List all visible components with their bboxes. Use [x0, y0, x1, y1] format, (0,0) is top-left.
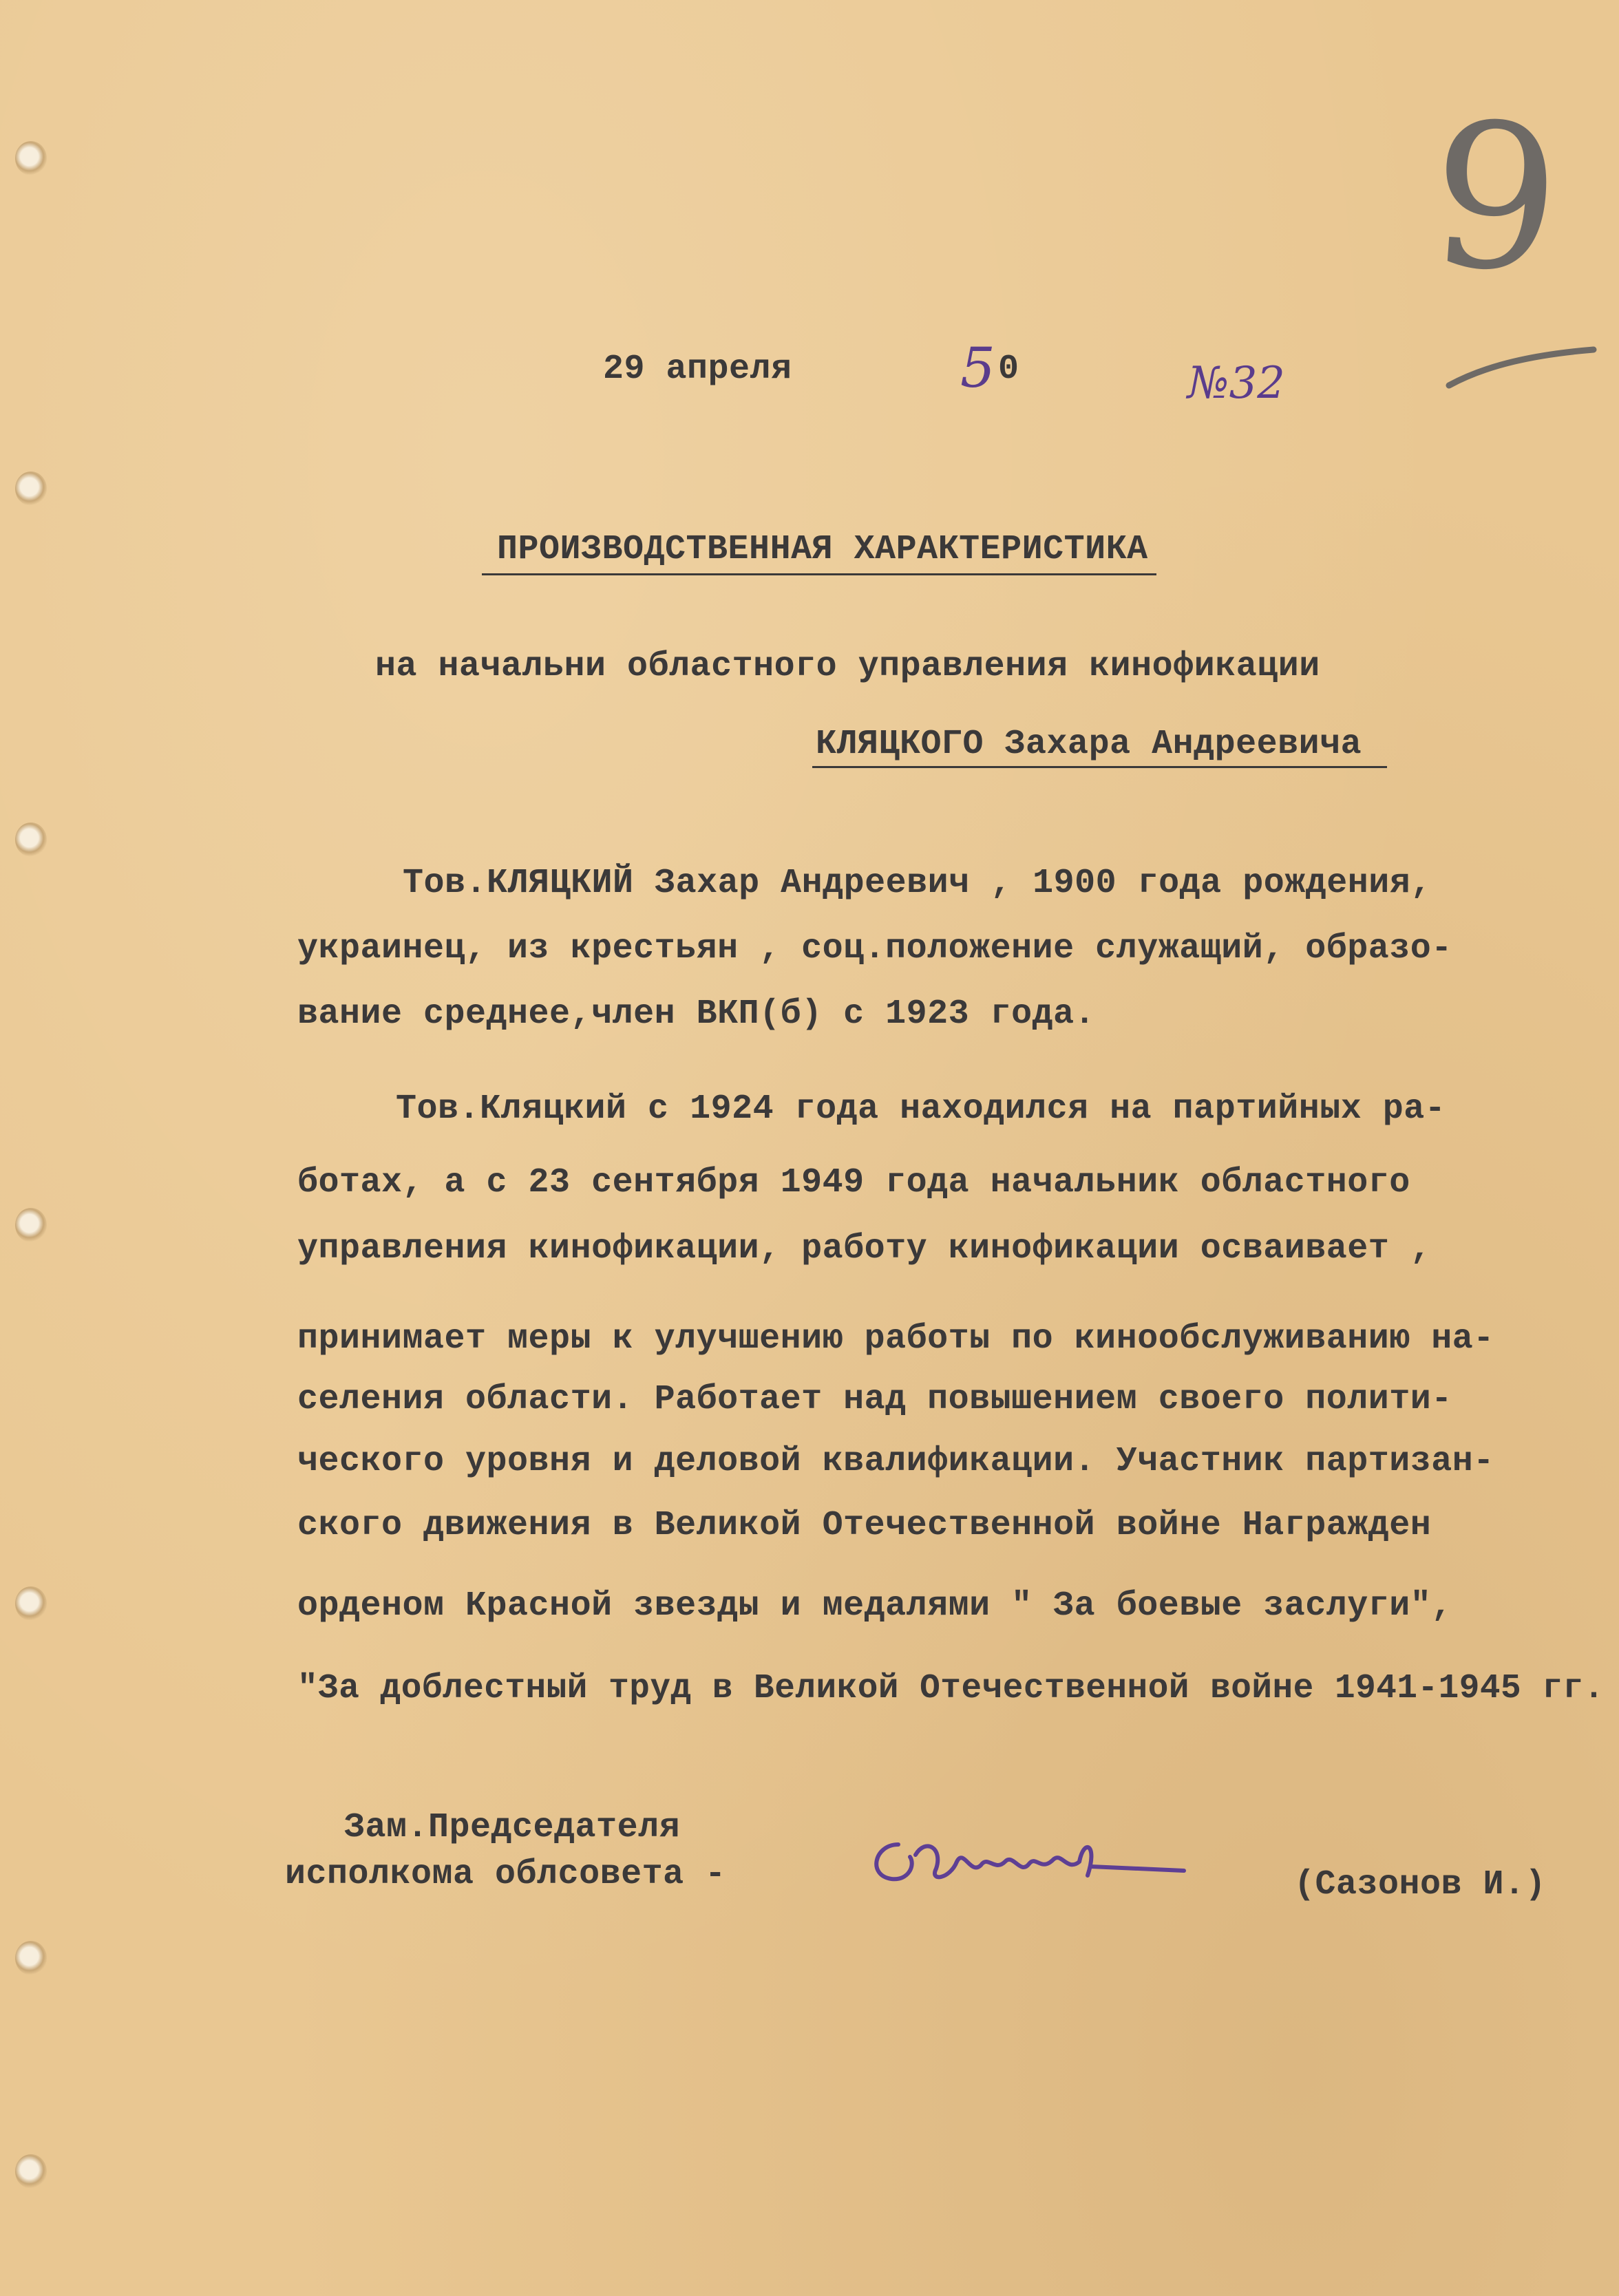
subtitle-name: КЛЯЦКОГО Захара Андреевича	[816, 725, 1362, 764]
paragraph2-line: ского движения в Великой Отечественной войне Награжден	[297, 1506, 1432, 1545]
signatory-name: (Сазонов И.)	[1294, 1865, 1547, 1904]
paragraph1-line: украинец, из крестьян , соц.положение служащий, образо-	[297, 929, 1452, 968]
punch-hole	[15, 822, 47, 857]
punch-hole	[15, 141, 47, 176]
punch-hole	[15, 2154, 47, 2189]
title-underline	[482, 573, 1156, 575]
paragraph2-line: "За доблестный труд в Великой Отечественной войне 1941-1945 гг.	[297, 1669, 1605, 1708]
paragraph2-line: ческого уровня и деловой квалификации. Участник партизан-	[297, 1442, 1494, 1481]
punch-hole	[15, 1208, 47, 1242]
paragraph2-line: управления кинофикации, работу кинофикации осваивает ,	[297, 1229, 1432, 1268]
signatory-position-line1: Зам.Председателя	[344, 1808, 681, 1847]
document-title: ПРОИЗВОДСТВЕННАЯ ХАРАКТЕРИСТИКА	[497, 530, 1148, 569]
subtitle-underline	[812, 766, 1387, 768]
paragraph1-line: Тов.КЛЯЦКИЙ Захар Андреевич , 1900 года рождения,	[403, 864, 1432, 903]
punch-hole	[15, 1941, 47, 1975]
date-year-typed: 0	[998, 350, 1019, 389]
paragraph2-line: Тов.Кляцкий с 1924 года находился на партийных ра-	[396, 1089, 1446, 1129]
page-number-handwritten: 9	[1424, 78, 1567, 319]
date-day-month: 29 апреля	[603, 350, 792, 389]
document-number-handwritten: №32	[1187, 358, 1285, 409]
paragraph1-line: вание среднее,член ВКП(б) с 1923 года.	[297, 995, 1096, 1034]
paragraph2-line: орденом Красной звезды и медалями " За боевые заслуги",	[297, 1586, 1452, 1626]
handwritten-signature	[860, 1824, 1191, 1906]
punch-hole	[15, 471, 47, 506]
paragraph2-line: селения области. Работает над повышением своего полити-	[297, 1380, 1452, 1419]
subtitle-position: на начальни областного управления кинофикации	[375, 647, 1320, 686]
paragraph2-line: ботах, а с 23 сентября 1949 года начальник областного	[297, 1163, 1410, 1202]
paragraph2-line: принимает меры к улучшению работы по кинообслуживанию на-	[297, 1319, 1494, 1359]
date-year-handwritten: 5	[960, 336, 995, 400]
pencil-stroke	[1446, 337, 1597, 392]
punch-hole	[15, 1586, 47, 1621]
signatory-position-line2: исполкома облсовета -	[285, 1855, 726, 1894]
